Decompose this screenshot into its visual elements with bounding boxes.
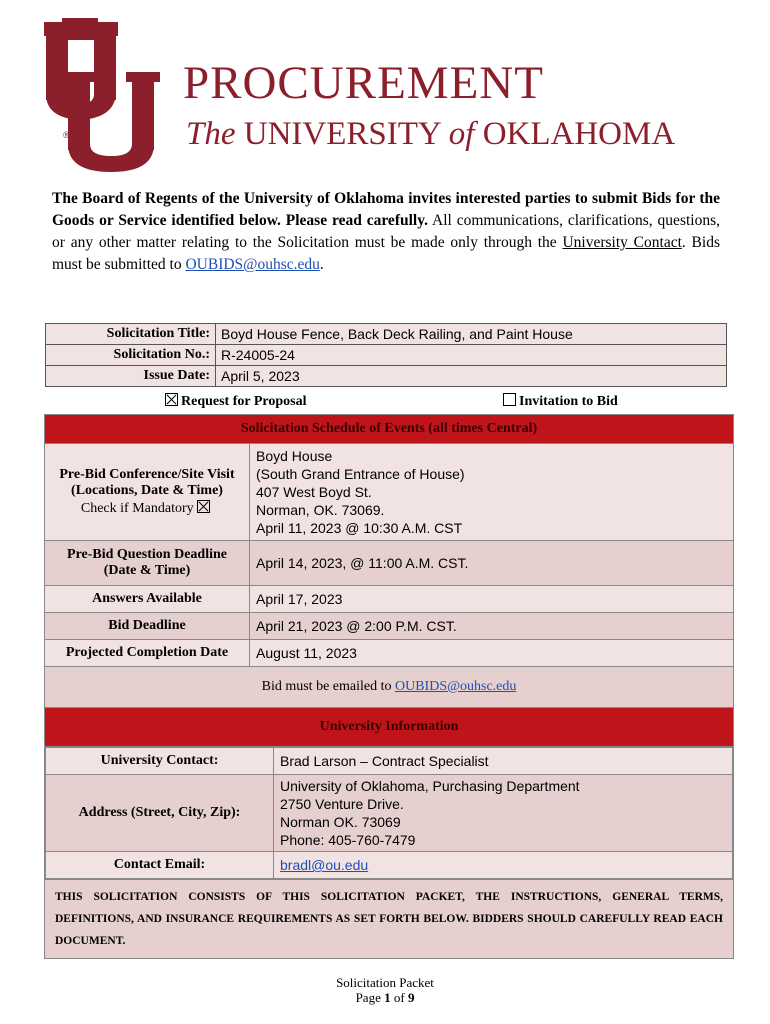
- registered-mark: ®: [63, 130, 70, 140]
- intro-text-1: All communications, clarifications, questions, or any other matter relating to the Solicitation must be made only through the: [52, 212, 720, 251]
- university-contact-link[interactable]: University Contact: [562, 234, 682, 251]
- rfp-label: Request for Proposal: [181, 394, 307, 409]
- rfp-option[interactable]: [165, 392, 306, 410]
- contact-email-row: [46, 852, 733, 879]
- schedule-header: Solicitation Schedule of Events (all times Central): [45, 415, 734, 444]
- brand-sub-prefix: The: [186, 116, 236, 152]
- itb-label: Invitation to Bid: [519, 394, 618, 409]
- solicitation-title-label: Solicitation Title:: [46, 324, 216, 345]
- notice-row: [45, 880, 734, 959]
- email-note: [45, 667, 734, 708]
- question-label-2: (Date & Time): [103, 563, 191, 578]
- answers-label: Answers Available: [45, 586, 250, 613]
- contact-row: [46, 748, 733, 775]
- issue-date-label: Issue Date:: [46, 366, 216, 387]
- brand-sub-of: of: [448, 116, 475, 152]
- contact-email-label: Contact Email:: [46, 852, 274, 879]
- itb-option[interactable]: [503, 392, 618, 410]
- contact-email-link[interactable]: bradl@ou.edu: [280, 857, 369, 873]
- question-label-1: Pre-Bid Question Deadline: [67, 547, 227, 562]
- answers-value: April 17, 2023: [250, 586, 734, 613]
- oubids-email-link-2[interactable]: OUBIDS@ouhsc.edu: [394, 679, 517, 694]
- question-deadline-value: April 14, 2023, @ 11:00 A.M. CST.: [250, 541, 734, 586]
- completion-value: August 11, 2023: [250, 640, 734, 667]
- address-line: University of Oklahoma, Purchasing Department: [280, 778, 580, 794]
- address-line: 2750 Venture Drive.: [280, 796, 404, 812]
- university-info-table: [45, 747, 733, 879]
- brand-subtitle: [186, 118, 675, 151]
- address-line: Phone: 405-760-7479: [280, 832, 416, 848]
- contact-label: University Contact:: [46, 748, 274, 775]
- completion-label: Projected Completion Date: [45, 640, 250, 667]
- solicitation-title-row: [46, 324, 727, 345]
- intro-bold: The Board of Regents of the University of Oklahoma invites interested parties to submit Bids for the Goods or Service identified below. Please read carefully.: [52, 190, 720, 229]
- email-note-row: [45, 667, 734, 708]
- solicitation-no-row: [46, 345, 727, 366]
- university-info-block: [45, 747, 734, 880]
- ou-logo: [40, 18, 170, 176]
- prebid-row: [45, 444, 734, 541]
- intro-text-2: . Bids must be submitted to: [52, 234, 720, 273]
- intro-text-3: .: [319, 256, 324, 273]
- of-word: of: [393, 990, 405, 1005]
- address-label: Address (Street, City, Zip):: [46, 775, 274, 852]
- solicitation-info-table: [45, 323, 727, 387]
- solicitation-no-label: Solicitation No.:: [46, 345, 216, 366]
- question-deadline-row: [45, 541, 734, 586]
- itb-checkbox[interactable]: [503, 393, 516, 406]
- university-info-header: University Information: [45, 708, 734, 747]
- issue-date-value: April 5, 2023: [216, 366, 727, 387]
- rfp-checkbox[interactable]: [165, 393, 178, 406]
- mandatory-checkbox[interactable]: [197, 500, 210, 513]
- prebid-label-2: (Locations, Date & Time): [71, 483, 223, 498]
- bid-deadline-label: Bid Deadline: [45, 613, 250, 640]
- address-line: Norman OK. 73069: [280, 814, 401, 830]
- page-total: 9: [407, 990, 415, 1005]
- brand-sub-main: UNIVERSITY: [235, 116, 449, 152]
- brand-title: PROCUREMENT: [183, 57, 544, 109]
- mandatory-check: [51, 499, 243, 517]
- email-note-text: Bid must be emailed to: [261, 679, 395, 694]
- mandatory-label: Check if Mandatory: [80, 501, 194, 516]
- solicitation-title-value: Boyd House Fence, Back Deck Railing, and Paint House: [216, 324, 727, 345]
- question-deadline-label: [45, 541, 250, 586]
- address-value: [274, 775, 733, 852]
- footer-page: [0, 990, 770, 1005]
- issue-date-row: [46, 366, 727, 387]
- prebid-line: Norman, OK. 73069.: [256, 502, 385, 518]
- prebid-label-1: Pre-Bid Conference/Site Visit: [59, 467, 235, 482]
- brand-sub-end: OKLAHOMA: [474, 116, 676, 152]
- prebid-details: [250, 444, 734, 541]
- intro-paragraph: [52, 188, 720, 276]
- address-row: [46, 775, 733, 852]
- solicitation-notice: THIS SOLICITATION CONSISTS OF THIS SOLICITATION PACKET, THE INSTRUCTIONS, GENERAL TERMS, DEFINITIONS, AND INSURANCE REQUIREMENTS AS SET FORTH BELOW. BIDDERS SHOULD CAREFULLY READ EACH DOCUMENT.: [45, 880, 734, 959]
- contact-value: Brad Larson – Contract Specialist: [274, 748, 733, 775]
- oubids-email-link[interactable]: OUBIDS@ouhsc.edu: [185, 256, 320, 273]
- schedule-table: [44, 414, 734, 959]
- prebid-line: April 11, 2023 @ 10:30 A.M. CST: [256, 520, 463, 536]
- answers-row: [45, 586, 734, 613]
- contact-email-cell: [274, 852, 733, 879]
- footer-title: Solicitation Packet: [336, 975, 434, 990]
- page-word: Page: [355, 990, 381, 1005]
- bid-deadline-value: April 21, 2023 @ 2:00 P.M. CST.: [250, 613, 734, 640]
- solicitation-no-value: R-24005-24: [216, 345, 727, 366]
- completion-row: [45, 640, 734, 667]
- prebid-line: 407 West Boyd St.: [256, 484, 372, 500]
- prebid-line: Boyd House: [256, 448, 333, 464]
- bid-deadline-row: [45, 613, 734, 640]
- prebid-line: (South Grand Entrance of House): [256, 466, 465, 482]
- page-number: 1: [384, 990, 391, 1005]
- prebid-label: [45, 444, 250, 541]
